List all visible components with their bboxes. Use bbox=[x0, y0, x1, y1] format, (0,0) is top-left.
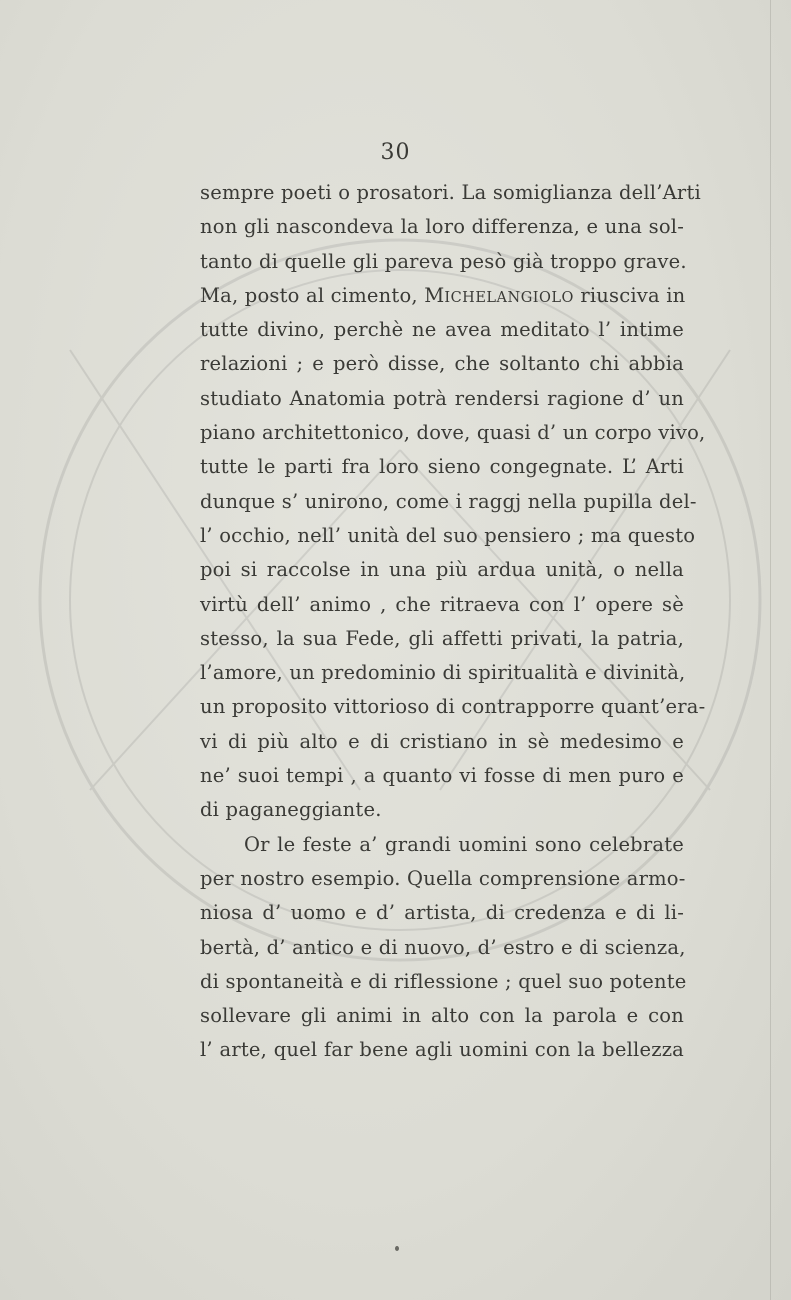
michelangiolo-rest: ICHELANGIOLO bbox=[444, 289, 574, 306]
text-line-23: bertà, d’ antico e di nuovo, d’ estro e di scienza, bbox=[200, 935, 686, 959]
text-line-13: virtù dell’ animo , che ritraeva con l’ opere sè bbox=[200, 592, 684, 616]
text-line-17: vi di più alto e di cristiano in sè medesimo e bbox=[200, 729, 684, 753]
body-text bbox=[200, 176, 706, 1068]
text-line-7: studiato Anatomia potrà rendersi ragione d’ un bbox=[200, 386, 684, 410]
text-line-11: l’ occhio, nell’ unità del suo pensiero ; ma questo bbox=[200, 523, 696, 547]
text-line-4-start: Ma, posto al cimento, bbox=[200, 283, 425, 307]
text-line-15: l’amore, un predominio di spiritualità e divinità, bbox=[200, 661, 686, 685]
text-line-22: niosa d’ uomo e d’ artista, di credenza e di li- bbox=[200, 901, 684, 925]
text-line-4-end: riusciva in bbox=[573, 283, 686, 307]
text-line-24: di spontaneità e di riflessione ; quel suo potente bbox=[200, 969, 687, 993]
text-line-26: l’ arte, quel far bene agli uomini con la bellezza bbox=[200, 1038, 684, 1062]
paper-speck bbox=[395, 1246, 399, 1251]
text-line-8: piano architettonico, dove, quasi d’ un corpo vivo, bbox=[200, 421, 706, 445]
text-line-12: poi si raccolse in una più ardua unità, o nella bbox=[200, 558, 684, 582]
text-line-10: dunque s’ unirono, come i raggj nella pupilla del- bbox=[200, 489, 697, 513]
text-line-16: un proposito vittorioso di contrapporre quant’era- bbox=[200, 695, 706, 719]
text-line-9: tutte le parti fra loro sieno congegnate. L’ Arti bbox=[200, 455, 684, 479]
text-line-6: relazioni ; e però disse, che soltanto chi abbia bbox=[200, 352, 684, 376]
text-line-2: non gli nascondeva la loro differenza, e una sol- bbox=[200, 215, 684, 239]
michelangiolo-initial: M bbox=[424, 283, 445, 307]
text-line-20: Or le feste a’ grandi uomini sono celebrate bbox=[244, 832, 684, 856]
page-number: 30 bbox=[380, 140, 411, 165]
text-line-21: per nostro esempio. Quella comprensione armo- bbox=[200, 866, 686, 890]
text-line-3: tanto di quelle gli pareva pesò già troppo grave. bbox=[200, 249, 687, 273]
text-line-14: stesso, la sua Fede, gli affetti privati, la patria, bbox=[200, 626, 684, 650]
text-line-5: tutte divino, perchè ne avea meditato l’ intime bbox=[200, 318, 684, 342]
text-line-18: ne’ suoi tempi , a quanto vi fosse di men puro e bbox=[200, 764, 684, 788]
text-line-25: sollevare gli animi in alto con la parola e con bbox=[200, 1004, 684, 1028]
text-line-4 bbox=[200, 279, 684, 313]
page-edge-line bbox=[770, 0, 771, 1300]
text-line-1: sempre poeti o prosatori. La somiglianza dell’Arti bbox=[200, 181, 701, 204]
text-line-19: di paganeggiante. bbox=[200, 798, 382, 822]
